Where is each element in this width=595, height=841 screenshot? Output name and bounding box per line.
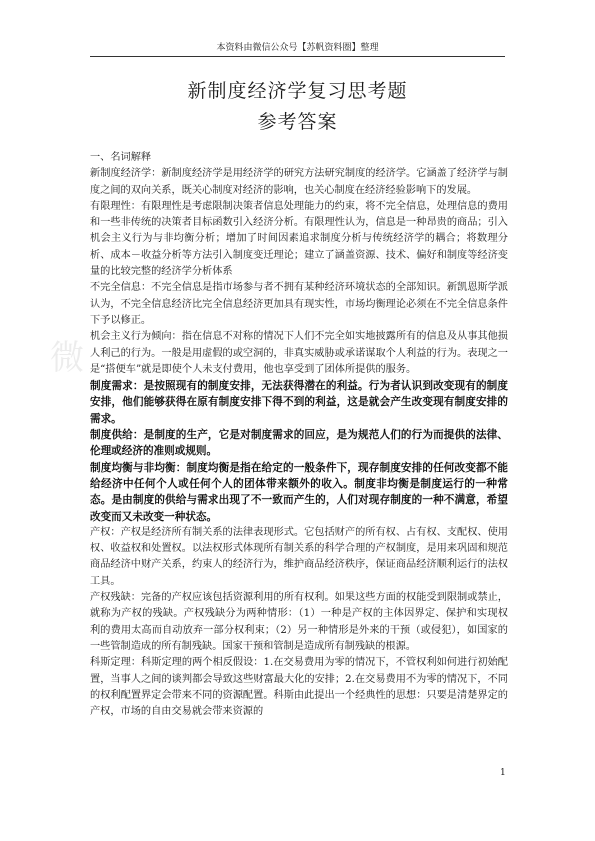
page-number: 1 (500, 768, 506, 778)
paragraph-attenuated-property-rights: 产权残缺：完备的产权应该包括资源利用的所有权利。如果这些方面的权能受到限制或禁止，就称为产权的残缺。产权残缺分为两种情形：（1）一种是产权的主体因界定、保护和实现权利的费用太高而自动放弃一部分权利束；（2）另一种情形是外来的干预（或侵犯），如国家的一些管制造成的所有制残缺。国家干预和管制是造成所有制残缺的根源。 (90, 592, 508, 652)
paragraph-incomplete-information: 不完全信息：不完全信息是指市场参与者不拥有某种经济环境状态的全部知识。新凯恩斯学派认为，不完全信息经济比完全信息经济更加具有现实性，市场均衡理论必须在不完全信息条件下予以修正。 (90, 282, 508, 326)
paragraph-property-rights: 产权：产权是经济所有制关系的法律表现形式。它包括财产的所有权、占有权、支配权、使用权、收益权和处置权。以法权形式体现所有制关系的科学合理的产权制度，是用来巩固和规范商品经济中财产关系，约束人的经济行为，维护商品经济秩序，保证商品经济顺利运行的法权工具。 (90, 526, 508, 587)
paragraph-opportunism: 机会主义行为倾向：指在信息不对称的情况下人们不完全如实地披露所有的信息及从事其他损人利己的行为。一般是用虚假的或空洞的，非真实威胁或承诺谋取个人利益的行为。表现之一是“搭便车”就是即使个人未支付费用，他也享受到了团体所提供的服务。 (90, 331, 508, 375)
watermark: 微 (50, 338, 94, 378)
header-divider (90, 56, 505, 57)
page-header: 本资料由微信公众号【苏帆资料圈】整理 (216, 43, 379, 53)
paragraph-coase-theorem: 科斯定理：科斯定理的两个相反假设：1.在交易费用为零的情况下，不管权利如何进行初始配置，当事人之间的谈判都会导致这些财富最大化的安排；2.在交易费用不为零的情况下，不同的权利配置界定会带来不同的资源配置。科斯由此提出一个经典性的思想：只要是清楚界定的产权，市场的自由交易就会带来资源的 (90, 657, 508, 718)
paragraph-institutional-supply: 制度供给：是制度的生产，它是对制度需求的回应，是为规范人们的行为而提供的法律、伦理或经济的准则或规则。 (90, 429, 508, 458)
document-body (90, 150, 508, 720)
paragraph-new-institutional-economics: 新制度经济学：新制度经济学是用经济学的研究方法研究制度的经济学。它涵盖了经济学与制度之间的双向关系，既关心制度对经济的影响，也关心制度在经济经验影响下的发展。 (90, 168, 508, 196)
section-heading: 一、名词解释 (90, 152, 152, 163)
document-subtitle: 参考答案 (257, 111, 338, 133)
paragraph-institutional-equilibrium: 制度均衡与非均衡：制度均衡是指在给定的一般条件下，现存制度安排的任何改变都不能给经济中任何个人或任何个人的团体带来额外的收入。制度非均衡是制度运行的一种常态。是由制度的供给与需求出现了不一致而产生的，人们对现存制度的一种不满意，希望改变而又未改变一种状态。 (90, 461, 508, 523)
paragraph-institutional-demand: 制度需求：是按照现有的制度安排，无法获得潜在的利益。行为者认识到改变现有的制度安排，他们能够获得在原有制度安排下得不到的利益，这是就会产生改变现有制度安排的需求。 (90, 380, 508, 425)
paragraph-bounded-rationality: 有限理性：有限理性是考虑限制决策者信息处理能力的约束，将不完全信息，处理信息的费用和一些非传统的决策者目标函数引入经济分析。有限理性认为，信息是一种昂贵的商品；引入机会主义行为与非均衡分析；增加了时间因素追求制度分析与传统经济学的耦合；将数理分析、成本－收益分析等方法引入制度变迁理论；建立了涵盖资源、技术、偏好和制度等经济变量的比较完整的经济学分析体系 (90, 200, 508, 278)
document-title: 新制度经济学复习思考题 (187, 80, 408, 102)
